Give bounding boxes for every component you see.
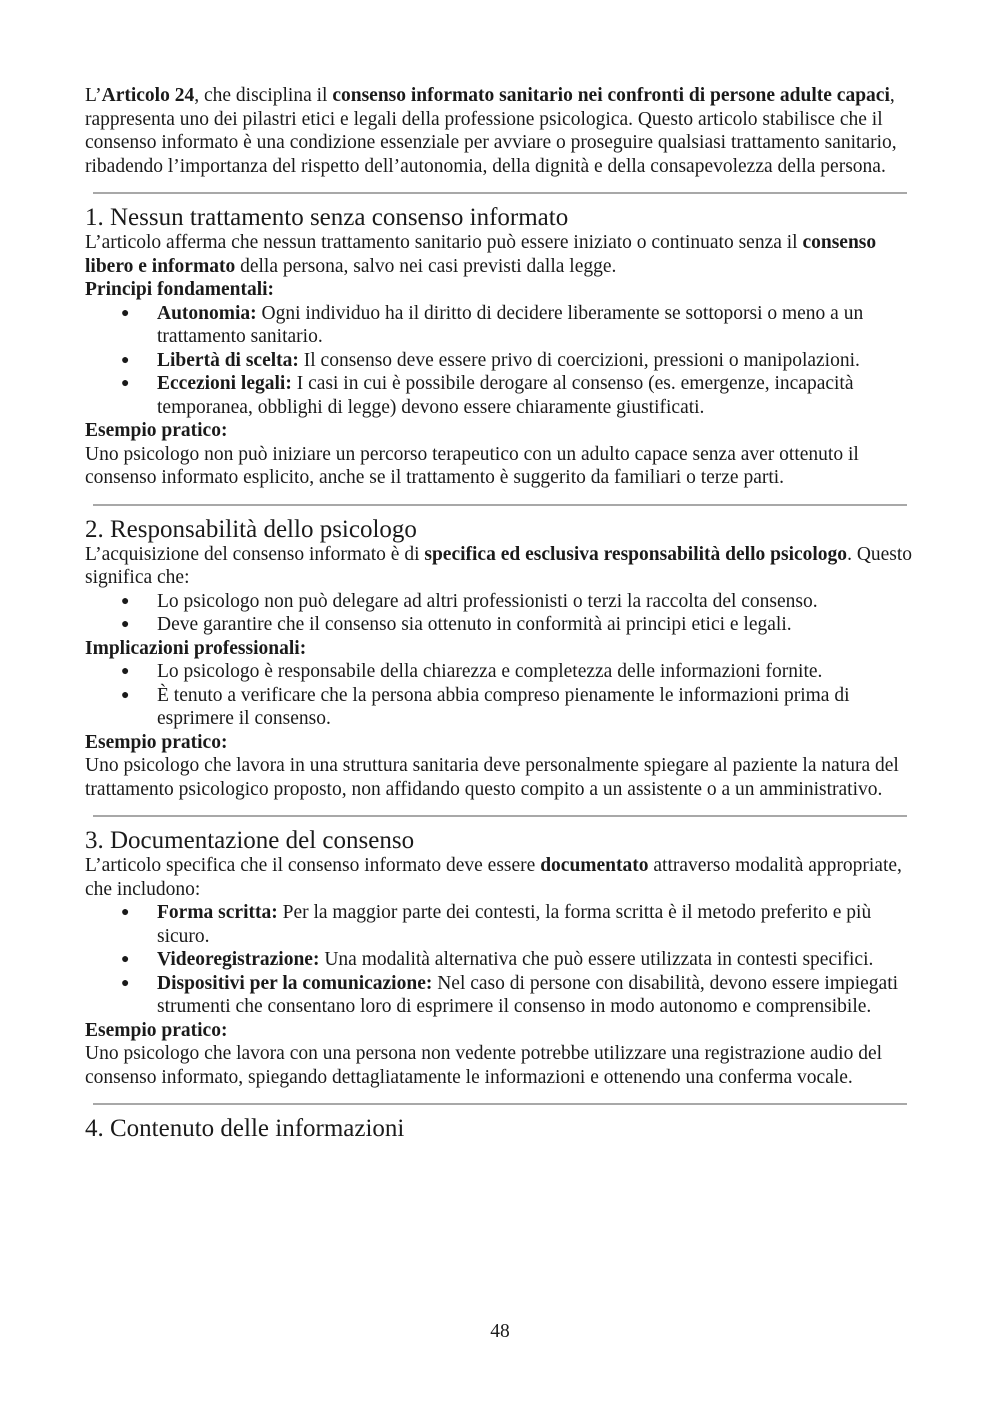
item-label: Autonomia: xyxy=(157,302,257,324)
list-item xyxy=(85,948,915,972)
item-label: Forma scritta: xyxy=(157,902,278,923)
bullet-icon: ● xyxy=(121,305,130,321)
bullet-icon: ● xyxy=(121,664,130,679)
intro-paragraph xyxy=(85,84,915,178)
bullet-icon: ● xyxy=(121,593,130,609)
item-label: Libertà di scelta: xyxy=(157,349,299,371)
list-item xyxy=(85,901,915,948)
list-item xyxy=(85,372,915,419)
section-2-title: 2. Responsabilità dello psicologo xyxy=(85,515,417,543)
intro-text: , che disciplina il xyxy=(194,85,333,106)
paragraph-text: . Questo significa che: xyxy=(85,543,913,588)
paragraph-text: attraverso modalità appropriate, che includono: xyxy=(85,855,902,900)
section-4-title: 4. Contenuto delle informazioni xyxy=(85,1115,405,1142)
section-2-list-2 xyxy=(85,660,915,731)
intro-text: , rappresenta uno dei pilastri etici e legali della professione psicologica. Questo articolo stabilisce che il consenso informato è una condizione essenziale per avviare o proseguire qualsiasi trattamento sanitario, ribadendo l’importanza del rispetto dell’autonomia, della dignità e della consapevolezza della persona. xyxy=(85,85,897,177)
section-1-title: 1. Nessun trattamento senza consenso informato xyxy=(85,204,569,231)
section-2-paragraph xyxy=(85,543,915,590)
section-2-example-heading: Esempio pratico: xyxy=(85,731,228,753)
bullet-icon: ● xyxy=(121,905,130,920)
item-text: Una modalità alternativa che può essere utilizzata in contesti specifici. xyxy=(319,949,874,970)
section-1-example-heading: Esempio pratico: xyxy=(85,420,228,441)
paragraph-bold: specifica ed esclusiva responsabilità dello psicologo xyxy=(424,543,848,565)
section-divider xyxy=(93,1103,907,1105)
section-1-list xyxy=(85,302,915,420)
item-text: Lo psicologo è responsabile della chiarezza e completezza delle informazioni fornite. xyxy=(157,661,823,682)
intro-text: L’ xyxy=(85,85,102,106)
page-number: 48 xyxy=(490,1321,510,1342)
document-page xyxy=(85,84,915,1142)
paragraph-text: L’articolo afferma che nessun trattamento sanitario può essere iniziato o continuato senza il xyxy=(85,232,803,253)
bullet-icon: ● xyxy=(121,617,130,632)
section-divider xyxy=(93,504,907,506)
paragraph-text: L’articolo specifica che il consenso informato deve essere xyxy=(85,855,541,876)
section-2-list-1 xyxy=(85,590,915,637)
section-3-paragraph xyxy=(85,854,915,901)
section-2-example: Uno psicologo che lavora in una struttura sanitaria deve personalmente spiegare al paziente la natura del trattamento psicologico proposto, non affidando questo compito a un assistente o a un amministrativo. xyxy=(85,755,899,800)
list-item xyxy=(85,684,915,731)
intro-bold: consenso informato sanitario nei confronti di persone adulte capaci xyxy=(332,85,890,106)
bullet-icon: ● xyxy=(121,376,130,391)
section-divider xyxy=(93,192,907,194)
paragraph-text: L’acquisizione del consenso informato è di xyxy=(85,543,425,565)
item-text: Per la maggior parte dei contesti, la forma scritta è il metodo preferito e più sicuro. xyxy=(157,902,872,947)
paragraph-text: della persona, salvo nei casi previsti dalla legge. xyxy=(235,255,617,277)
bullet-icon: ● xyxy=(121,687,130,703)
section-divider xyxy=(93,815,907,817)
item-label: Videoregistrazione: xyxy=(157,949,320,970)
section-3-example-heading: Esempio pratico: xyxy=(85,1019,228,1041)
item-label: Dispositivi per la comunicazione: xyxy=(157,972,433,994)
paragraph-bold: documentato xyxy=(540,855,649,876)
bullet-icon: ● xyxy=(121,352,130,368)
list-item xyxy=(85,972,915,1019)
item-text: I casi in cui è possibile derogare al consenso (es. emergenze, incapacità temporanea, obblighi di legge) devono essere chiaramente giustificati. xyxy=(157,373,854,418)
item-text: Lo psicologo non può delegare ad altri professionisti o terzi la raccolta del consenso. xyxy=(157,590,818,612)
list-item xyxy=(85,613,915,637)
section-1-subheading: Principi fondamentali: xyxy=(85,279,275,300)
section-1-paragraph xyxy=(85,231,915,278)
item-text: Il consenso deve essere privo di coercizioni, pressioni o manipolazioni. xyxy=(298,349,860,371)
list-item xyxy=(85,349,915,373)
item-text: Ogni individuo ha il diritto di decidere liberamente se sottoporsi o meno a un trattamento sanitario. xyxy=(157,302,864,347)
bullet-icon: ● xyxy=(121,952,130,967)
intro-bold: Articolo 24 xyxy=(101,85,195,106)
list-item xyxy=(85,590,915,614)
section-2-subheading: Implicazioni professionali: xyxy=(85,637,307,659)
item-text: Deve garantire che il consenso sia ottenuto in conformità ai principi etici e legali. xyxy=(157,614,792,635)
item-text: Nel caso di persone con disabilità, devono essere impiegati strumenti che consentano loro di esprimere il consenso in modo autonomo e comprensibile. xyxy=(157,972,899,1017)
item-label: Eccezioni legali: xyxy=(157,373,292,394)
section-3-title: 3. Documentazione del consenso xyxy=(85,827,415,854)
paragraph-bold: consenso libero e informato xyxy=(85,232,877,277)
list-item xyxy=(85,302,915,349)
section-1-example: Uno psicologo non può iniziare un percorso terapeutico con un adulto capace senza aver ottenuto il consenso informato esplicito, anche se il trattamento è suggerito da familiari o terze parti. xyxy=(85,443,859,488)
section-3-example: Uno psicologo che lavora con una persona non vedente potrebbe utilizzare una registrazione audio del consenso informato, spiegando dettagliatamente le informazioni e ottenendo una conferma vocale. xyxy=(85,1043,883,1088)
section-3-list xyxy=(85,901,915,1019)
item-text: È tenuto a verificare che la persona abbia compreso pienamente le informazioni prima di esprimere il consenso. xyxy=(157,684,850,729)
list-item xyxy=(85,660,915,684)
bullet-icon: ● xyxy=(121,975,130,991)
